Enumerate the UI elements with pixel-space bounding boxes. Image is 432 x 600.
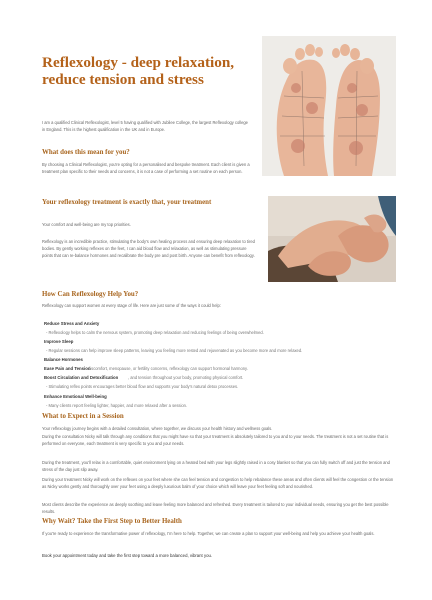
help-item-title: Reduce Stress and Anxiety <box>44 321 100 326</box>
help-item-title: Boost Circulation and Detoxification <box>44 375 119 380</box>
wait-heading: Why Wait? Take the First Step to Better Health <box>42 518 182 525</box>
help-item-desc: - Reflexology helps to calm the nervous system, promoting deep relaxation and reducing feelings of being overwhelmed. <box>46 330 264 335</box>
expect-heading: What to Expect in a Session <box>42 413 124 420</box>
meaning-heading: What does this mean for you? <box>42 149 130 156</box>
help-item-desc: - Stimulating reflex points encourages better blood flow and supports your body's natural detox processes. <box>46 384 239 389</box>
expect-p4: During your treatment Nicky will work on the reflexes on your feet where she can feel tension and congestion to help rebalance these areas and often clients will feel the congestion or the tension as Nicky works gently and thoroughly over your feet using a deeply luxurious balm of your choice which will leave your feet feeling soft and nourished. <box>42 477 394 490</box>
expect-p5: Most clients describe the experience as deeply soothing and leave feeling more balanced and refreshed. Every treatment is tailored to your individual needs, ensuring you get the best possible results. <box>42 502 389 515</box>
expect-p2: During the consultation Nicky will talk through any conditions that you might have so that your treatment is absolutely tailored to you and to your needs. The treatment is not a set routine that is performed on everyone, each treatment is very specific to you and your needs. <box>42 434 389 447</box>
help-heading: How Can Reflexology Help You? <box>42 291 139 298</box>
foot-massage-photo <box>268 196 396 282</box>
help-item-desc: - Regular sessions can help improve sleep patterns, leaving you feeling more rested and rejuvenated as you become more and more relaxed. <box>46 348 303 353</box>
reflexology-foot-map-photo <box>262 36 396 176</box>
help-item-title: Improve Sleep <box>44 339 74 344</box>
closing-call-to-action: Book your appointment today and take the first step toward a more balanced, vibrant you. <box>42 553 213 558</box>
wait-text: If you're ready to experience the transformative power of reflexology, I'm here to help. Together, we can create a plan to support your well-being and help you achieve your health goals. <box>42 531 375 536</box>
help-item-desc: , and tension throughout your body, promoting physical comfort. <box>128 375 244 380</box>
help-item-title: Ease Pain and Tension <box>44 366 91 371</box>
expect-p1: Your reflexology journey begins with a detailed consultation, where together, we discuss your health history and wellness goals. <box>42 426 273 431</box>
meaning-text: By choosing a Clinical Reflexologist, you're opting for a personalised and bespoke treatment. Each client is given a treatment plan specific to their needs and concerns, it is not a case of performing a set routine on each person. <box>42 162 250 175</box>
tailored-heading: Your reflexology treatment is exactly that, your treatment <box>42 199 212 206</box>
page-title: Reflexology - deep relaxation, reduce tension and stress <box>42 54 235 88</box>
help-intro: Reflexology can support women at every stage of life. Here are just some of the ways it could help: <box>42 303 221 308</box>
help-item-desc: discomfort, menopause, or fertility concerns, reflexology can support hormonal harmony. <box>88 366 248 371</box>
expect-p3: During the treatment, you'll relax in a comfortable, quiet environment lying on a heated bed with your legs slightly raised in a cosy blanket so that you can fully switch off and just the tension and stress of the day just slip away. <box>42 460 390 473</box>
help-item-title: Enhance Emotional Well-being <box>44 394 107 399</box>
help-item-title: Balance Hormones <box>44 357 83 362</box>
comfort-text: Your comfort and well-being are my top priorities. <box>42 222 131 227</box>
tailored-text: Reflexology is an incredible practice, stimulating the body's own healing process and ensuring deep relaxation to tired bodies. By gently working reflexes on the feet, I can aid blood flow and relaxation, as well as stimulating pressure points that can re-balance hormones and recalibrate the body pre and post birth. Anyone can benefit from reflexology. <box>42 239 255 259</box>
intro-text: I am a qualified Clinical Reflexologist, level 5 having qualified with Jubilee College, the largest Reflexology college in England. This is the highest qualification in the UK and in Europe. <box>42 120 248 133</box>
help-item-desc: - Many clients report feeling lighter, happier, and more relaxed after a session. <box>46 403 188 408</box>
